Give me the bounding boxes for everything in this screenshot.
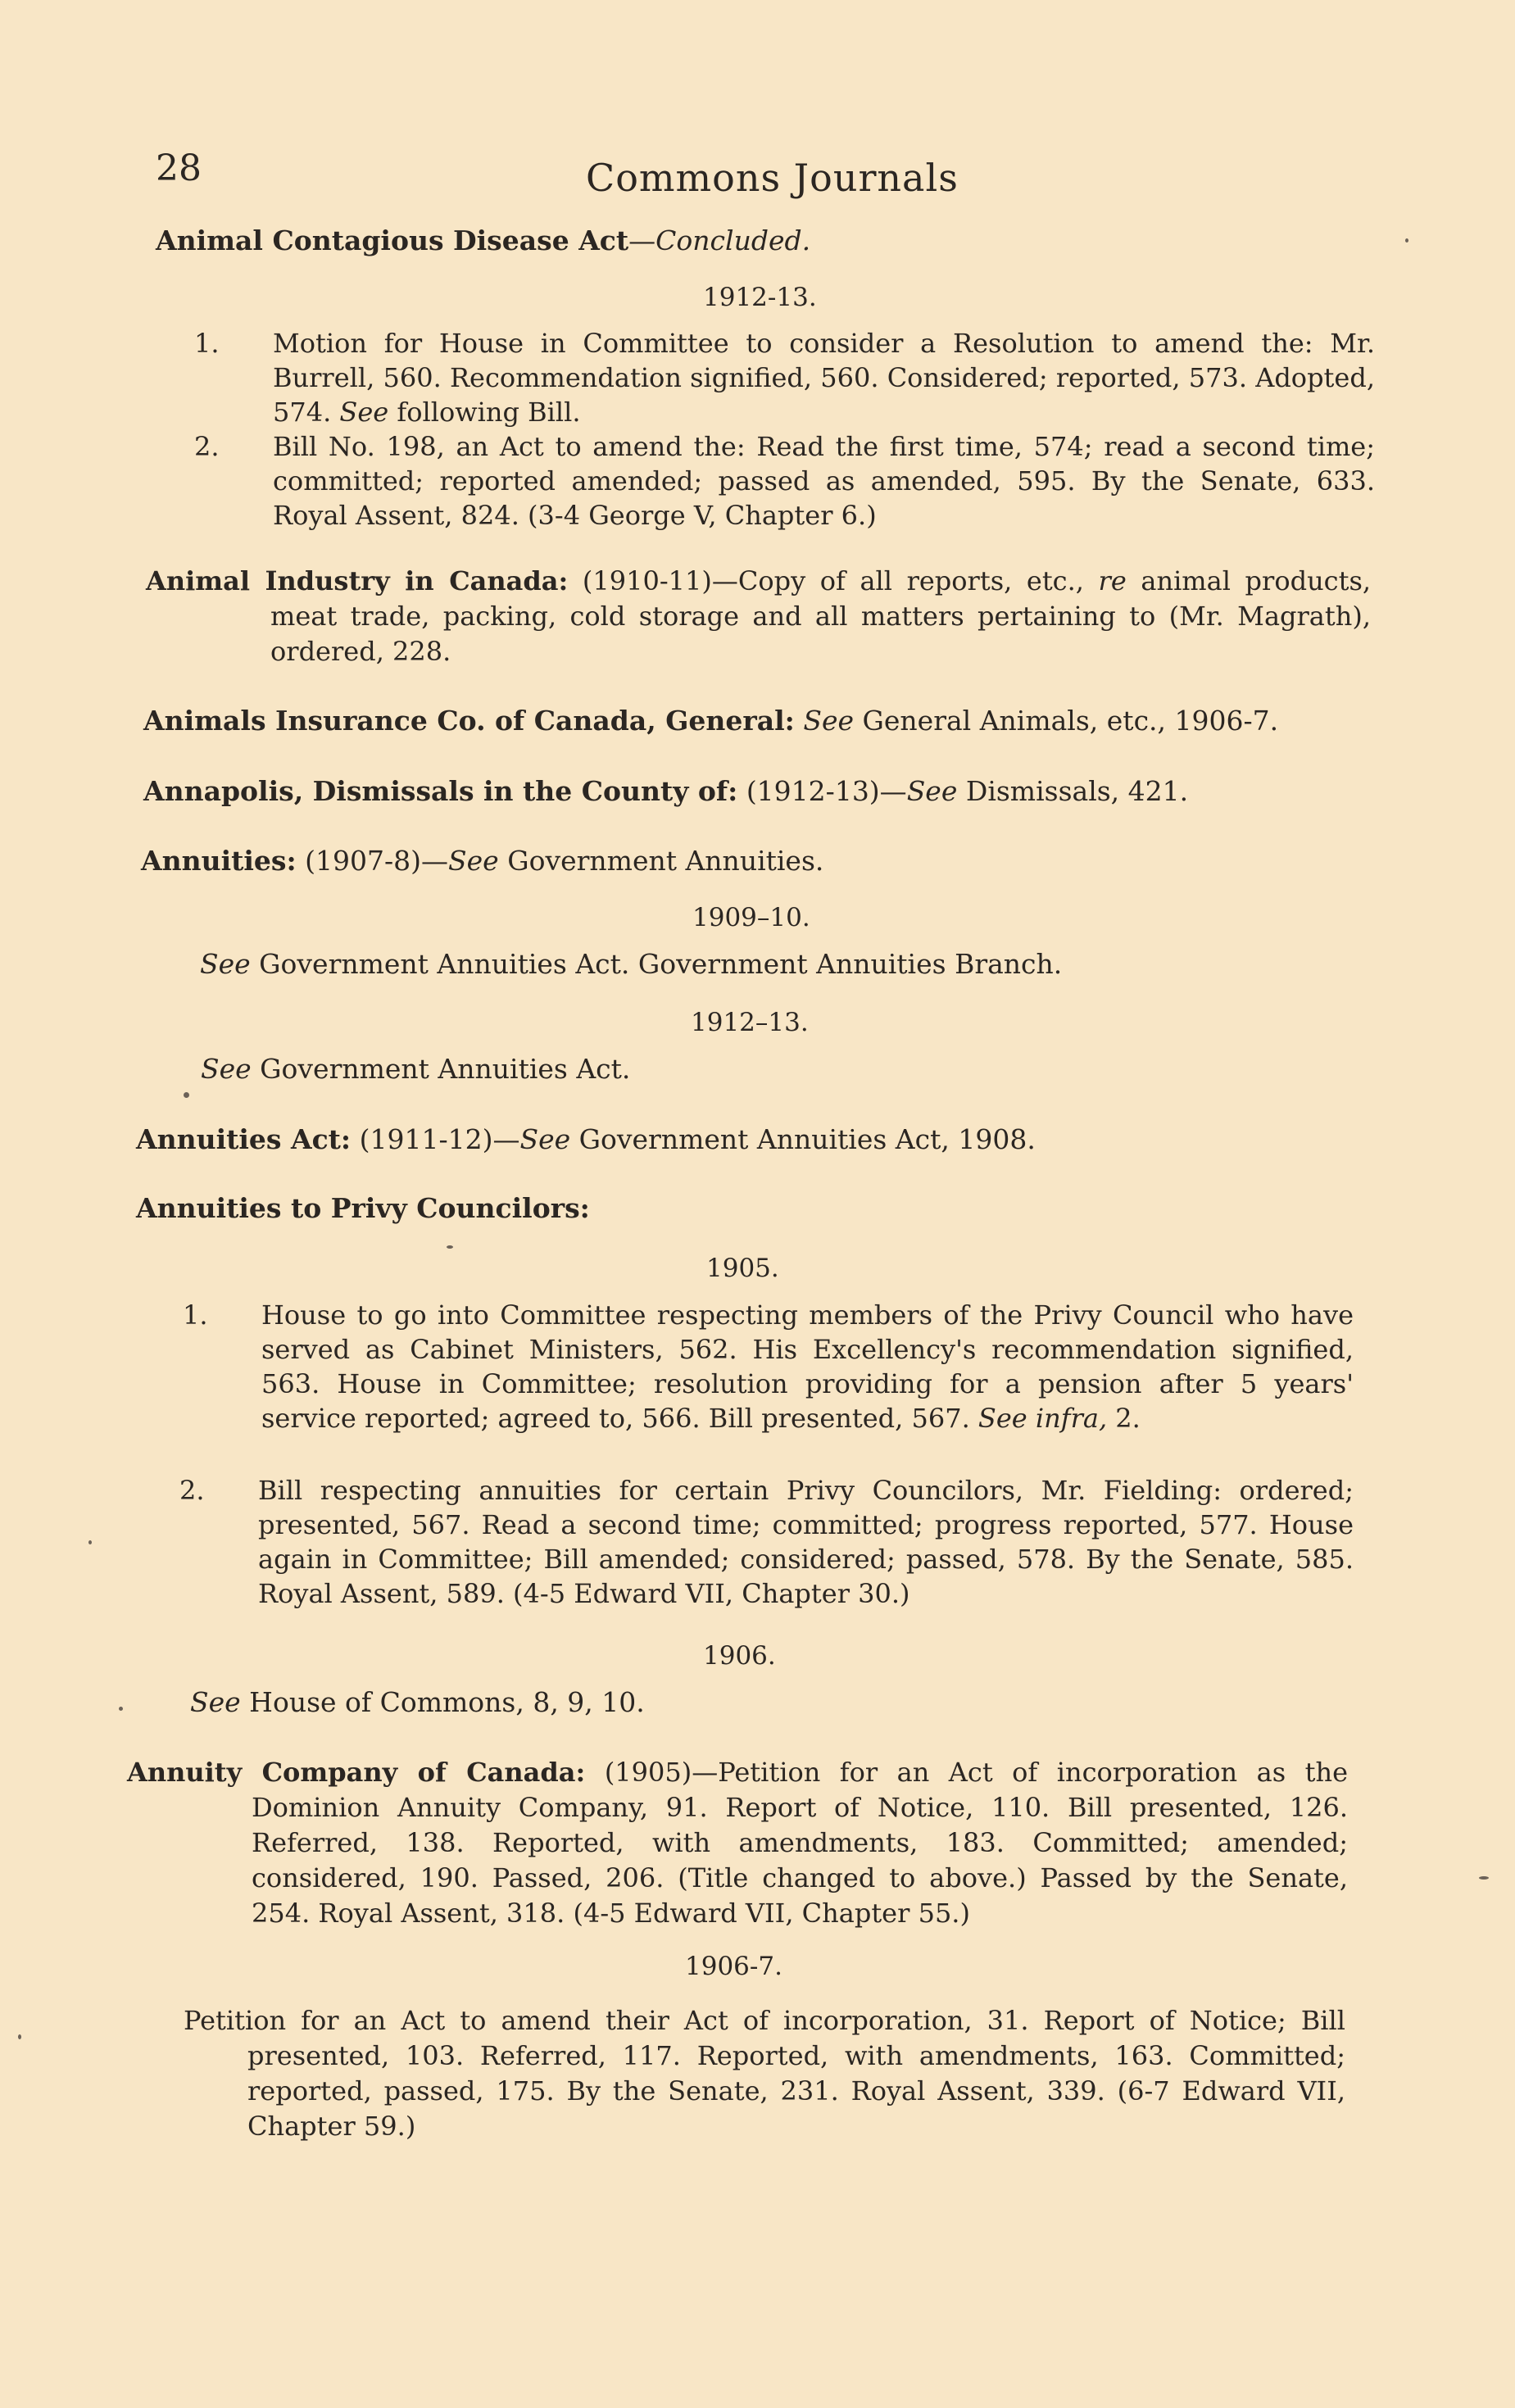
list-item [194, 326, 1375, 429]
see-reference: See [803, 705, 855, 737]
see-reference: See [519, 1123, 571, 1155]
entry-annuities [141, 843, 823, 878]
year-heading: 1912-13. [703, 283, 817, 312]
scan-speck [18, 2034, 21, 2039]
see-reference: See [200, 948, 251, 980]
see-reference: See [906, 775, 958, 807]
entry-text: House of Commons, 8, 9, 10. [249, 1686, 645, 1718]
entry-annuity-company-of-canada [127, 1755, 1348, 1931]
item-text: Motion for House in Committee to consider a Resolution to amend the: Mr. Burrell, 560. Recommendation signified, 560. Considered; reported, 573. Adopted, 574. [273, 328, 1375, 428]
entry-heading: Animals Insurance Co. of Canada, General: [143, 705, 795, 737]
item-text: Bill No. 198, an Act to amend the: Read the first time, 574; read a second time; committed; reported amended; passed as amended, 595. By the Senate, 633. Royal Assent, 824. (3-4 George V, Chapter 6.) [273, 431, 1375, 531]
entry-heading: Annuities: [141, 845, 297, 877]
entry-text: (1911-12)— [359, 1123, 520, 1155]
scan-speck [1405, 238, 1408, 243]
entry-heading: Annuities Act: [136, 1123, 352, 1155]
entry-animal-industry-in-canada [146, 564, 1371, 669]
entry-animal-contagious-disease-act [156, 223, 810, 258]
entry-heading: Animal Industry in Canada: [146, 565, 569, 596]
entry-animals-insurance [143, 703, 1278, 738]
entry-text: Dismissals, 421. [965, 775, 1189, 807]
list-item [194, 429, 1375, 533]
scan-speck [119, 1707, 123, 1711]
entry-heading: Annapolis, Dismissals in the County of: [143, 775, 738, 807]
item-text: Bill respecting annuities for certain Privy Councilors, Mr. Fielding: ordered; presented, 567. Read a second time; committed; progress reported, 577. House again in Committee; Bill amended; considered; passed, 578. By the Senate, 585. Royal Assent, 589. (4-5 Edward VII, Chapter 30.) [258, 1475, 1354, 1609]
page-title: Commons Journals [586, 156, 959, 200]
entry-heading: Annuity Company of Canada: [127, 1757, 586, 1788]
item-text: House to go into Committee respecting members of the Privy Council who have served as Cabinet Ministers, 562. His Excellency's recommendation signified, 563. House in Committee; resolution providing for a pension after 5 years' service reported; agreed to, 566. Bill presented, 567. [261, 1299, 1354, 1434]
concluded-label: Concluded. [655, 224, 811, 256]
see-line [190, 1686, 645, 1718]
item-tail: 2. [1115, 1403, 1141, 1434]
scan-speck [88, 1540, 92, 1544]
item-number: 2. [194, 431, 220, 462]
see-reference: See [977, 1403, 1027, 1434]
entry-paragraph: Petition for an Act to amend their Act of incorporation, 31. Report of Notice; Bill presented, 103. Referred, 117. Reported, with amendments, 163. Committed; reported, passed, 175. By the Senate, 231. Royal Assent, 339. (6-7 Edward VII, Chapter 59.) [184, 2005, 1345, 2142]
em-dash: — [628, 224, 656, 256]
item-number: 1. [194, 328, 220, 359]
see-reference: See [339, 397, 389, 428]
see-line [200, 948, 1062, 980]
entry-heading: Animal Contagious Disease Act [156, 224, 629, 256]
entry-annuities-act [136, 1122, 1036, 1157]
see-line [201, 1053, 630, 1085]
scan-speck [447, 1245, 453, 1249]
scan-speck [1479, 1876, 1489, 1880]
item-number: 1. [183, 1299, 208, 1331]
item-tail: following Bill. [397, 397, 581, 428]
page-number: 28 [156, 147, 202, 189]
see-reference: See [448, 845, 499, 877]
year-heading: 1906-7. [685, 1952, 782, 1981]
entry-text: (1905)—Petition for an Act of incorporation as the Dominion Annuity Company, 91. Report of Notice, 110. Bill presented, 126. Referred, 138. Reported, with amendments, 183. Committed; amended; considered, 190. Passed, 206. (Title changed to above.) Passed by the Senate, 254. Royal Assent, 318. (4-5 Edward VII, Chapter 55.) [252, 1757, 1349, 1929]
year-heading: 1906. [703, 1641, 776, 1671]
entry-text: animal products, meat trade, packing, cold storage and all matters pertaining to (Mr. Magrath), ordered, 228. [270, 565, 1372, 667]
year-heading: 1912–13. [691, 1008, 809, 1037]
see-reference: See [201, 1053, 252, 1085]
entry-text: (1907-8)— [305, 845, 449, 877]
entry-text: Government Annuities. [507, 845, 824, 877]
entry-text: (1910-11)—Copy of all reports, etc., [582, 565, 1084, 596]
see-reference: See [190, 1686, 241, 1718]
entry-text: Government Annuities Act, 1908. [578, 1123, 1036, 1155]
entry-text: Government Annuities Act. [260, 1053, 631, 1085]
re-word: re [1098, 565, 1127, 596]
entry-text: Government Annuities Act. Government Annuities Branch. [259, 948, 1063, 980]
infra-word: infra, [1035, 1403, 1108, 1434]
list-item [183, 1298, 1354, 1435]
scan-speck [184, 1092, 189, 1098]
item-number: 2. [179, 1475, 205, 1506]
entry-text: General Animals, etc., 1906-7. [862, 705, 1279, 737]
year-heading: 1905. [706, 1254, 779, 1283]
entry-text: (1912-13)— [746, 775, 907, 807]
entry-annapolis-dismissals [143, 773, 1188, 809]
year-heading: 1909–10. [692, 903, 810, 932]
list-item [179, 1473, 1354, 1611]
entry-heading: Annuities to Privy Councilors: [136, 1192, 590, 1224]
entry-annuities-privy-councilors [136, 1190, 590, 1226]
